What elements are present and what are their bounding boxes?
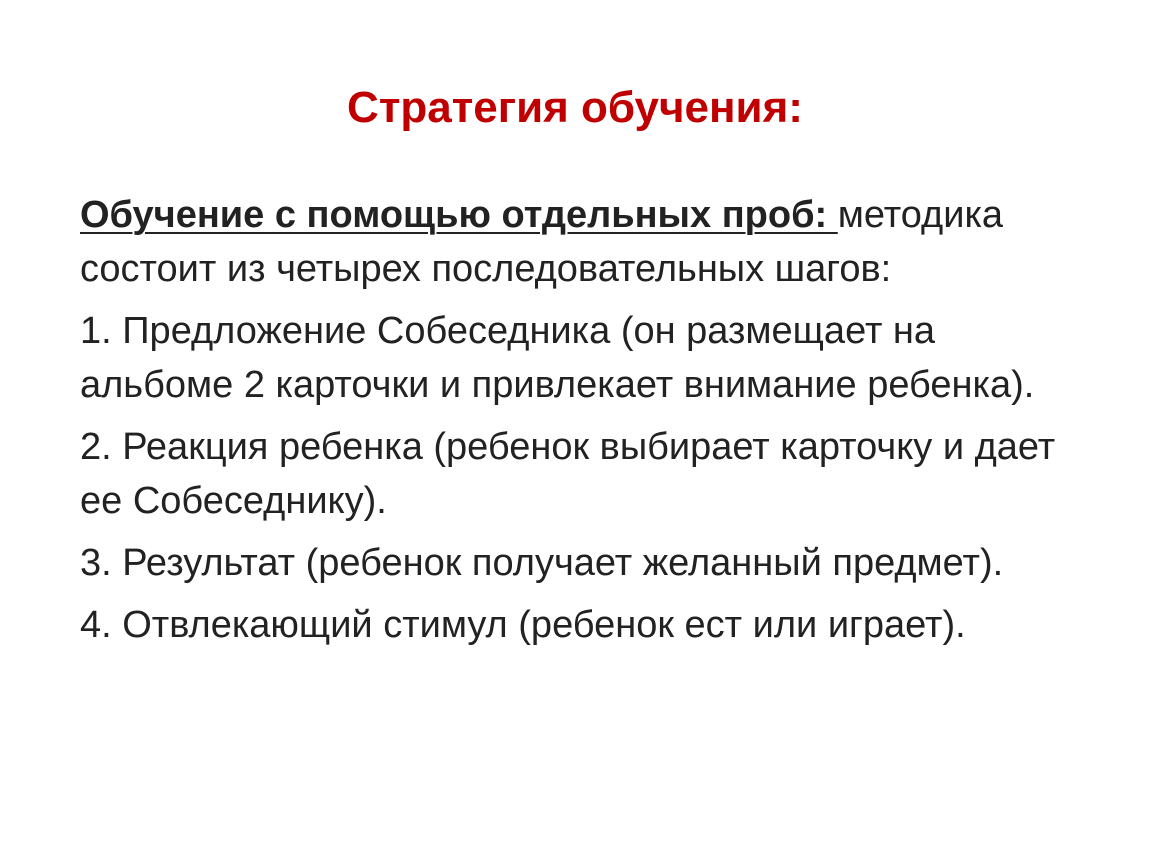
slide-body — [80, 188, 1090, 660]
intro-paragraph — [80, 188, 1090, 296]
step-item: 3. Результат (ребенок получает желанный предмет). — [80, 542, 1004, 584]
step-item: 4. Отвлекающий стимул (ребенок ест или играет). — [80, 604, 966, 646]
intro-lead: Обучение с помощью отдельных проб: — [80, 194, 838, 236]
intro-text: методика состоит из четырех последовательных шагов: — [80, 194, 1004, 290]
step-item: 1. Предложение Собеседника (он размещает на альбоме 2 карточки и привлекает внимание ребенка). — [80, 310, 1035, 406]
slide-title: Стратегия обучения: — [347, 83, 803, 132]
step-item: 2. Реакция ребенка (ребенок выбирает карточку и дает ее Собеседнику). — [80, 426, 1056, 522]
